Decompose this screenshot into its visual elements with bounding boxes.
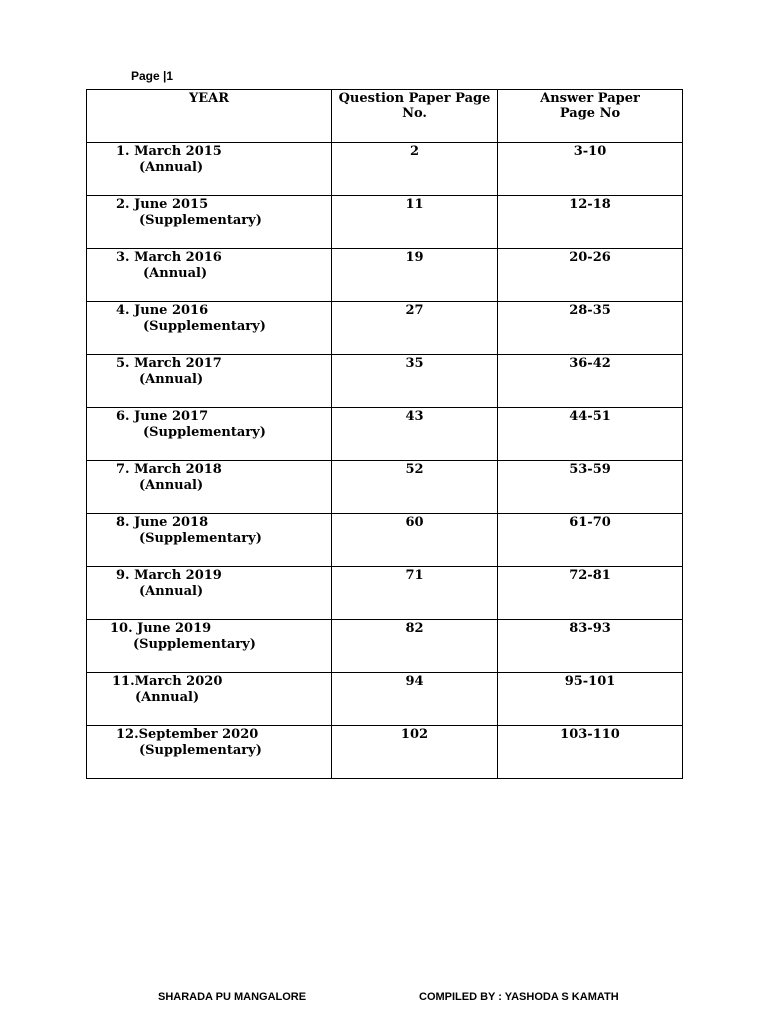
exam-type: (Annual) — [139, 584, 204, 599]
year-cell — [87, 302, 332, 355]
exam-name: June 2017 — [134, 409, 209, 424]
year-column-header: YEAR — [87, 90, 332, 143]
exam-name: June 2018 — [134, 515, 209, 530]
answer-pages-cell: 12-18 — [498, 196, 683, 249]
exam-type: (Annual) — [143, 266, 208, 281]
answer-pages-cell: 53-59 — [498, 461, 683, 514]
year-cell — [87, 143, 332, 196]
row-number: 10. — [110, 621, 133, 636]
exam-type: (Supplementary) — [143, 425, 266, 440]
exam-type: (Annual) — [139, 372, 204, 387]
row-number: 5. — [116, 356, 130, 371]
question-page-cell: 11 — [332, 196, 498, 249]
question-page-cell: 71 — [332, 567, 498, 620]
exam-type: (Supplementary) — [139, 213, 262, 228]
table-row — [87, 143, 683, 196]
table-row — [87, 620, 683, 673]
year-cell — [87, 567, 332, 620]
table-row — [87, 461, 683, 514]
exam-name: September 2020 — [138, 727, 259, 742]
page-number-label: Page |1 — [131, 69, 174, 83]
answer-pages-cell: 95-101 — [498, 673, 683, 726]
question-page-cell: 94 — [332, 673, 498, 726]
table-row — [87, 408, 683, 461]
table-row — [87, 514, 683, 567]
answer-pages-cell: 20-26 — [498, 249, 683, 302]
row-number: 2. — [116, 197, 130, 212]
answer-pages-cell: 103-110 — [498, 726, 683, 779]
table-row — [87, 196, 683, 249]
answer-pages-cell: 36-42 — [498, 355, 683, 408]
exam-name: March 2017 — [134, 356, 222, 371]
question-page-cell: 2 — [332, 143, 498, 196]
table-header-row — [87, 90, 683, 143]
question-page-cell: 102 — [332, 726, 498, 779]
question-page-cell: 60 — [332, 514, 498, 567]
row-number: 6. — [116, 409, 130, 424]
table-row — [87, 567, 683, 620]
exam-name: June 2016 — [134, 303, 209, 318]
question-page-cell: 82 — [332, 620, 498, 673]
answer-pages-cell: 28-35 — [498, 302, 683, 355]
paper-index-table — [86, 89, 683, 779]
exam-name: March 2018 — [134, 462, 222, 477]
year-cell — [87, 196, 332, 249]
answer-pages-cell: 72-81 — [498, 567, 683, 620]
row-number: 12. — [116, 727, 139, 742]
table-row — [87, 726, 683, 779]
answer-pages-cell: 3-10 — [498, 143, 683, 196]
row-number: 3. — [116, 250, 130, 265]
year-cell — [87, 514, 332, 567]
year-cell — [87, 408, 332, 461]
answer-page-column-header: Answer Paper Page No — [498, 90, 683, 143]
exam-type: (Supplementary) — [133, 637, 256, 652]
year-cell — [87, 249, 332, 302]
table-row — [87, 673, 683, 726]
exam-name: March 2015 — [134, 144, 222, 159]
exam-type: (Annual) — [139, 160, 204, 175]
row-number: 9. — [116, 568, 130, 583]
answer-pages-cell: 61-70 — [498, 514, 683, 567]
exam-name: March 2020 — [134, 674, 223, 689]
question-page-cell: 35 — [332, 355, 498, 408]
year-cell — [87, 355, 332, 408]
table-row — [87, 249, 683, 302]
row-number: 1. — [116, 144, 130, 159]
exam-name: March 2016 — [134, 250, 222, 265]
row-number: 7. — [116, 462, 130, 477]
exam-type: (Supplementary) — [139, 531, 262, 546]
exam-name: June 2015 — [134, 197, 209, 212]
footer-compiled-by: COMPILED BY : YASHODA S KAMATH — [419, 991, 619, 1003]
exam-name: March 2019 — [134, 568, 222, 583]
year-cell — [87, 461, 332, 514]
exam-name: June 2019 — [137, 621, 212, 636]
exam-type: (Annual) — [135, 690, 200, 705]
question-page-cell: 27 — [332, 302, 498, 355]
row-number: 11. — [112, 674, 135, 689]
question-page-cell: 19 — [332, 249, 498, 302]
year-cell — [87, 673, 332, 726]
exam-type: (Supplementary) — [143, 319, 266, 334]
question-page-column-header: Question Paper Page No. — [332, 90, 498, 143]
year-cell — [87, 620, 332, 673]
question-page-cell: 43 — [332, 408, 498, 461]
row-number: 8. — [116, 515, 130, 530]
table-row — [87, 355, 683, 408]
row-number: 4. — [116, 303, 130, 318]
answer-pages-cell: 44-51 — [498, 408, 683, 461]
footer-school-name: SHARADA PU MANGALORE — [158, 991, 307, 1003]
question-page-cell: 52 — [332, 461, 498, 514]
table-row — [87, 302, 683, 355]
exam-type: (Supplementary) — [139, 743, 262, 758]
year-cell — [87, 726, 332, 779]
exam-type: (Annual) — [139, 478, 204, 493]
answer-pages-cell: 83-93 — [498, 620, 683, 673]
